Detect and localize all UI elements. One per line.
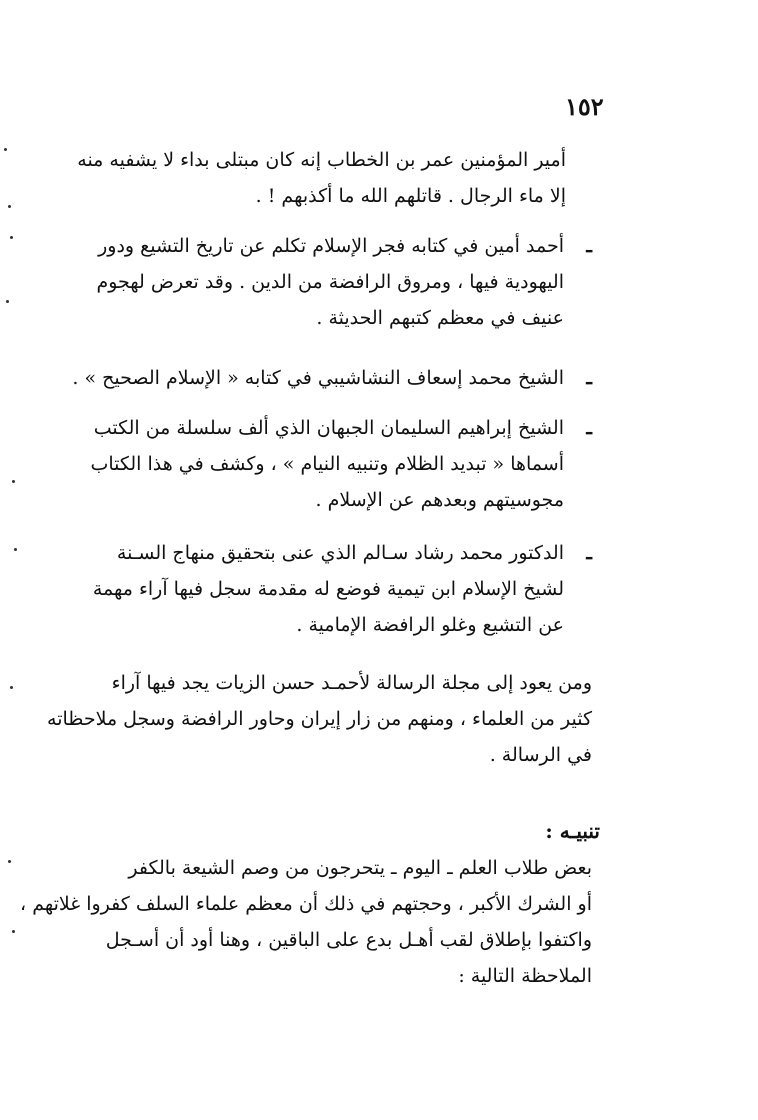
scan-speck: [4, 148, 7, 151]
bullet-item-rashad-salem: [92, 535, 592, 643]
page-number: ١٥٢: [565, 92, 604, 121]
text-line: الدكتور محمد رشاد سـالم الذي عنى بتحقيق منهاج السـنة: [116, 542, 564, 564]
note-heading: تنبيـه :: [545, 819, 600, 843]
scan-speck: [8, 860, 11, 863]
list-dash: ـ: [586, 367, 592, 389]
text-line: عنيف في معظم كتبهم الحديثة .: [316, 307, 564, 329]
text-line: أسماها « تبديد الظلام وتنبيه النيام » ، وكشف في هذا الكتاب: [90, 453, 564, 475]
bullet-item-nashashibi: [72, 360, 592, 396]
text-line: أمير المؤمنين عمر بن الخطاب إنه كان مبتلى بداء لا يشفيه منه: [77, 149, 566, 171]
scan-speck: [8, 205, 11, 208]
list-dash: ـ: [586, 542, 592, 564]
text-line: في الرسالة .: [489, 744, 592, 766]
text-line: ومن يعود إلى مجلة الرسالة لأحمـد حسن الزيات يجد فيها آراء: [111, 672, 592, 694]
text-line: الشيخ محمد إسعاف النشاشيبي في كتابه « الإسلام الصحيح » .: [72, 367, 564, 389]
text-line: بعض طلاب العلم ـ اليوم ـ يتحرجون من وصم الشيعة بالكفر: [128, 857, 592, 879]
scan-speck: [6, 300, 9, 303]
intro-paragraph: [77, 142, 566, 214]
text-line: كثير من العلماء ، ومنهم من زار إيران وحاور الرافضة وسجل ملاحظاته: [47, 708, 592, 730]
scan-speck: [10, 236, 13, 239]
text-line: أحمد أمين في كتابه فجر الإسلام تكلم عن تاريخ التشيع ودور: [98, 235, 564, 257]
note-paragraph: [20, 850, 592, 994]
text-line: الملاحظة التالية :: [458, 965, 592, 987]
list-dash: ـ: [586, 417, 592, 439]
text-line: عن التشيع وغلو الرافضة الإمامية .: [296, 614, 564, 636]
risala-paragraph: [47, 665, 592, 773]
text-line: إلا ماء الرجال . قاتلهم الله ما أكذبهم ! .: [255, 185, 566, 207]
text-line: اليهودية فيها ، ومروق الرافضة من الدين . وقد تعرض لهجوم: [96, 271, 564, 293]
bullet-item-jabhan: [90, 410, 592, 518]
scan-speck: [10, 686, 13, 689]
text-line: لشيخ الإسلام ابن تيمية فوضع له مقدمة سجل فيها آراء مهمة: [92, 578, 564, 600]
scan-speck: [12, 480, 15, 483]
bullet-item-ahmad-amin: [96, 228, 592, 336]
text-line: أو الشرك الأكبر ، وحجتهم في ذلك أن معظم علماء السلف كفروا غلاتهم ،: [20, 893, 592, 915]
text-line: الشيخ إبراهيم السليمان الجبهان الذي ألف سلسلة من الكتب: [93, 417, 564, 439]
scan-speck: [14, 548, 17, 551]
scan-speck: [12, 930, 15, 933]
list-dash: ـ: [586, 235, 592, 257]
text-line: مجوسيتهم وبعدهم عن الإسلام .: [315, 489, 564, 511]
text-line: واكتفوا بإطلاق لقب أهـل بدع على الباقين ، وهنا أود أن أسـجل: [105, 929, 592, 951]
